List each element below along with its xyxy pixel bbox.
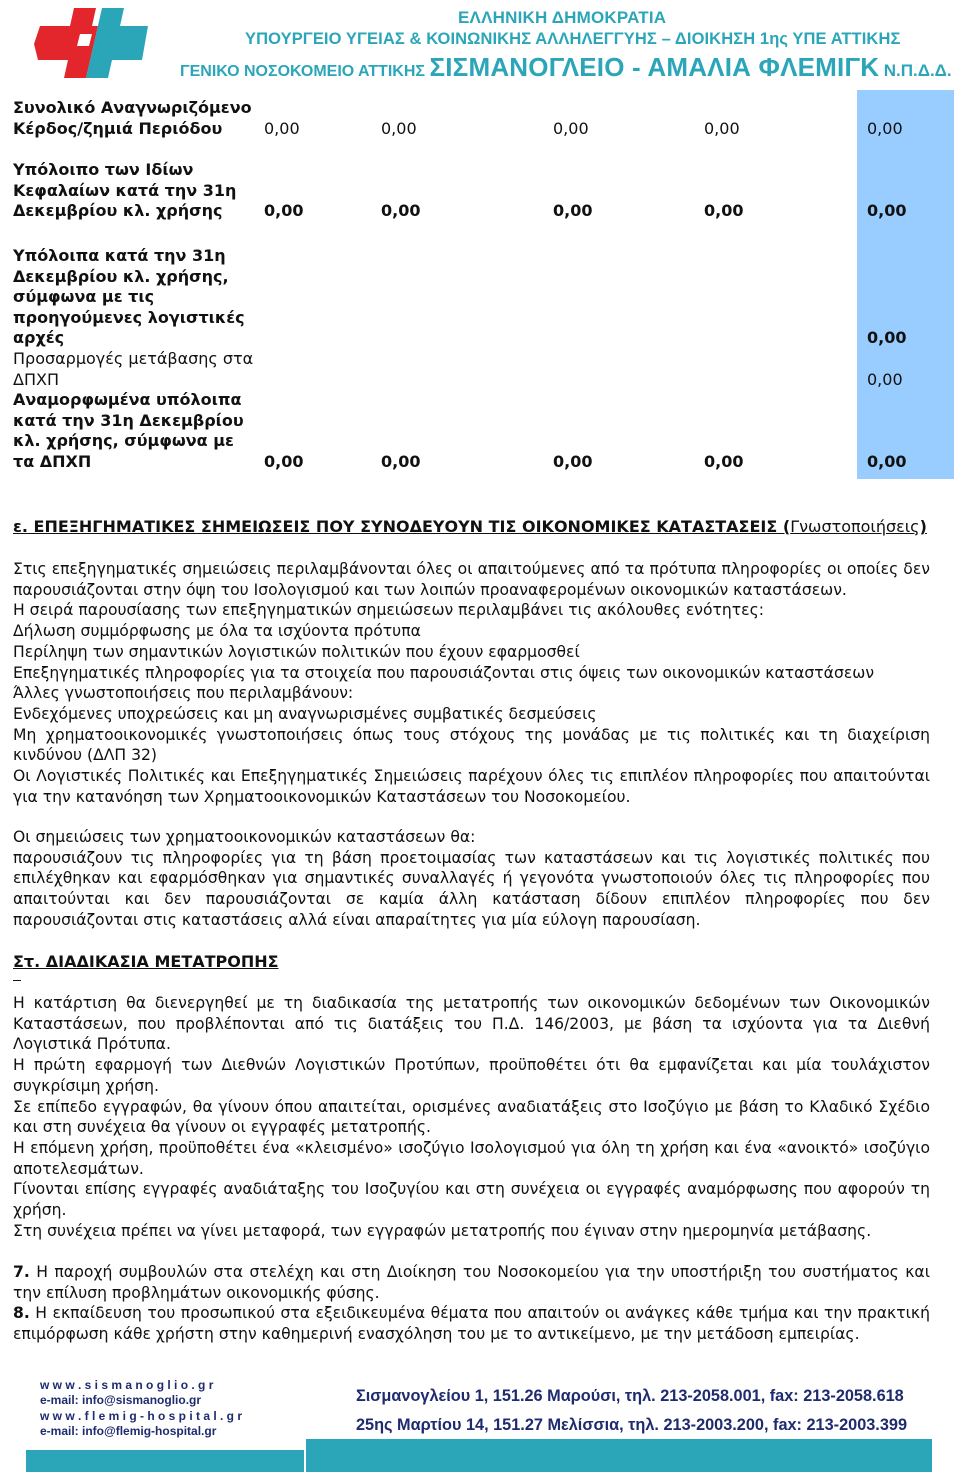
footer-bar-left (26, 1450, 304, 1472)
letterhead (0, 0, 960, 90)
table-cell: 0,00 (867, 201, 907, 221)
footer-bar (306, 1439, 932, 1472)
item-7-number: 7. (13, 1263, 30, 1281)
table-cell: 0,00 (381, 201, 421, 221)
section-e-paragraph-1: Στις επεξηγηματικές σημειώσεις περιλαμβάνονται όλες οι απαιτούμενες από τα πρότυπα πληροφορίες οι οποίες δεν παρουσιάζονται στην όψη του Ισολογισμού και των λοιπών προαναφερομένων οικονομικών καταστάσεων. Η σειρά παρουσίασης των επεξηγηματικών σημειώσεων περιλαμβάνει τις ακόλουθες ενότητες: Δήλωση συμμόρφωσης με όλα τα ισχύοντα πρότυπα Περίληψη των σημαντικών λογιστικών πολιτικών που έχουν εφαρμοσθεί Επεξηγηματικές πληροφορίες για τα στοιχεία που παρουσιάζονται στις όψεις των οικονομικών καταστάσεων Άλλες γνωστοποιήσεις που περιλαμβάνουν: Ενδεχόμενες υποχρεώσεις και μη αναγνωρισμένες συμβατικές δεσμεύσεις Μη χρηματοοικονομικές γνωστοποιήσεις όπως τους στόχους της μονάδας με τις πολιτικές και τη διαχείριση κινδύνου (ΔΛΠ 32) Οι Λογιστικές Πολιτικές και Επεξηγηματικές Σημειώσεις παρέχουν όλες τις επιπλέον πληροφορίες που απαιτούνται για την κατανόηση των Χρηματοοικονομικών Καταστάσεων του Νοσοκομείου. (13, 560, 930, 806)
table-cell: 0,00 (553, 201, 593, 221)
header-hospital-name: ΣΙΣΜΑΝΟΓΛΕΙΟ - ΑΜΑΛΙΑ ΦΛΕΜΙΓΚ (429, 52, 880, 82)
footer-addresses (356, 1382, 907, 1440)
footer-email-2[interactable]: e-mail: info@flemig-hospital.gr (40, 1423, 217, 1438)
table-cell: 0,00 (867, 328, 907, 348)
table-cell: 0,00 (867, 369, 903, 389)
table-cell: 0,00 (264, 201, 304, 221)
footer-email-1[interactable]: e-mail: info@sismanoglio.gr (40, 1393, 202, 1408)
table-cell: 0,00 (867, 451, 907, 471)
header-hospital (180, 52, 952, 83)
footer (0, 1370, 960, 1472)
header-hospital-prefix: ΓΕΝΙΚΟ ΝΟΣΟΚΟΜΕΙΟ ΑΤΤΙΚΗΣ (180, 63, 425, 80)
item-8: 8. Η εκπαίδευση του προσωπικού στα εξειδικευμένα θέματα που απαιτούν οι ανάγκες κάθε τμήμα και την πρακτική επιμόρφωση κάθε χρήστη στην καθημερινή ενασχόληση του με το αντικείμενο, με την μετάδοση εμπειρίας. (13, 1304, 930, 1343)
table-cell: 0,00 (553, 451, 593, 471)
table-cell: 0,00 (553, 118, 589, 138)
header-ministry: ΥΠΟΥΡΓΕΙΟ ΥΓΕΙΑΣ & ΚΟΙΝΩΝΙΚΗΣ ΑΛΛΗΛΕΓΓΥΗΣ – ΔΙΟΙΚΗΣΗ 1ης ΥΠΕ ΑΤΤΙΚΗΣ (245, 30, 901, 48)
section-st-paragraph: Η κατάρτιση θα διενεργηθεί με τη διαδικασία της μετατροπής των οικονομικών δεδομένων των Οικονομικών Καταστάσεων, που προβλέπονται από τις διατάξεις του Π.Δ. 146/2003, με βάση τα ισχύοντα για τα Διεθνή Λογιστικά Πρότυπα. Η πρώτη εφαρμογή των Διεθνών Λογιστικών Προτύπων, προϋποθέτει ότι θα εμφανίζεται και μία τουλάχιστον συγκρίσιμη χρήση. Σε επίπεδο εγγραφών, θα γίνουν όπου απαιτείται, ορισμένες αναδιατάξεις στο Ισοζύγιο με βάση το Κλαδικό Σχέδιο και στη συνέχεια θα γίνουν οι εγγραφές μετατροπής. Η επόμενη χρήση, προϋποθέτει ένα «κλεισμένο» ισοζύγιο Ισολογισμού για όλη τη χρήση και ένα «ανοικτό» ισοζύγιο αποτελεσμάτων. Γίνονται επίσης εγγραφές αναδιάταξης του Ισοζυγίου και στη συνέχεια οι εγγραφές αναμόρφωσης που αφορούν τη χρήση. Στη συνέχεια πρέπει να γίνει μεταφορά, των εγγραφών μετατροπής που έγιναν στην ημερομηνία μετάβασης. (13, 994, 930, 1240)
table-cell: 0,00 (867, 118, 903, 138)
footer-contacts (40, 1378, 242, 1439)
footer-address-1: Σισμανογλείου 1, 151.26 Μαρούσι, τηλ. 213-2058.001, fax: 213-2058.618 (356, 1387, 904, 1405)
table-cell: 0,00 (264, 118, 300, 138)
table-cell: 0,00 (381, 451, 421, 471)
row-label: Υπόλοιπο των Ιδίων Κεφαλαίων κατά την 31η Δεκεμβρίου κλ. χρήσης (13, 160, 237, 221)
table-cell: 0,00 (704, 451, 744, 471)
header-hospital-suffix: Ν.Π.Δ.Δ. (883, 61, 952, 80)
footer-website-1[interactable]: w w w . s i s m a n o g l i o . g r (40, 1378, 214, 1392)
section-e-paragraph-2: Οι σημειώσεις των χρηματοοικονομικών καταστάσεων θα: παρουσιάζουν τις πληροφορίες για τη βάση προετοιμασίας των καταστάσεων και τις λογιστικές πολιτικές που επιλέχθηκαν και εφαρμόσθηκαν για σημαντικές συναλλαγές ή γεγονότα γνωστοποιούν όλες τις πληροφορίες που απαιτούνται και δεν παρουσιάζονται σε καμία άλλη κατάσταση δίδουν επιπλέον πληροφορίες που δεν παρουσιάζονται στις καταστάσεις αλλά είναι απαραίτητες για μία εύλογη παρουσίαση. (13, 828, 930, 929)
row-label: Συνολικό Αναγνωριζόμενο Κέρδος/ζημιά Περιόδου (13, 98, 252, 138)
row-label: Προσαρμογές μετάβασης στα ΔΠΧΠ (13, 349, 254, 389)
item-8-number: 8. (13, 1304, 30, 1322)
hospital-logo (22, 4, 152, 84)
highlighted-total-column (857, 90, 954, 479)
table-cell: 0,00 (264, 451, 304, 471)
header-country: ΕΛΛΗΝΙΚΗ ΔΗΜΟΚΡΑΤΙΑ (458, 8, 667, 27)
row-label: Αναμορφωμένα υπόλοιπα κατά την 31η Δεκεμβρίου κλ. χρήσης, σύμφωνα με τα ΔΠΧΠ (13, 390, 244, 471)
table-cell: 0,00 (704, 201, 744, 221)
footer-address-2: 25ης Μαρτίου 14, 151.27 Μελίσσια, τηλ. 213-2003.200, fax: 213-2003.399 (356, 1416, 907, 1434)
section-e-title: ε. ΕΠΕΞΗΓΗΜΑΤΙΚΕΣ ΣΗΜΕΙΩΣΕΙΣ ΠΟΥ ΣΥΝΟΔΕΥΟΥΝ ΤΙΣ ΟΙΚΟΝΟΜΙΚΕΣ ΚΑΤΑΣΤΑΣΕΙΣ (Γνωστοποιήσεις) (13, 517, 927, 536)
section-st-title: Στ. ΔΙΑΔΙΚΑΣΙΑ ΜΕΤΑΤΡΟΠΗΣ (13, 952, 279, 971)
table-cell: 0,00 (381, 118, 417, 138)
footer-website-2[interactable]: w w w . f l e m i g - h o s p i t a l . g r (40, 1408, 243, 1423)
item-7: 7. Η παροχή συμβουλών στα στελέχη και στη Διοίκηση του Νοσοκομείου για την υποστήριξη του συστήματος και την επίλυση προβλημάτων οικονομικής φύσης. (13, 1263, 930, 1302)
row-label: Υπόλοιπα κατά την 31η Δεκεμβρίου κλ. χρήσης, σύμφωνα με τις προηγούμενες λογιστικές αρχές (13, 246, 245, 348)
table-cell: 0,00 (704, 118, 740, 138)
divider (13, 980, 21, 981)
